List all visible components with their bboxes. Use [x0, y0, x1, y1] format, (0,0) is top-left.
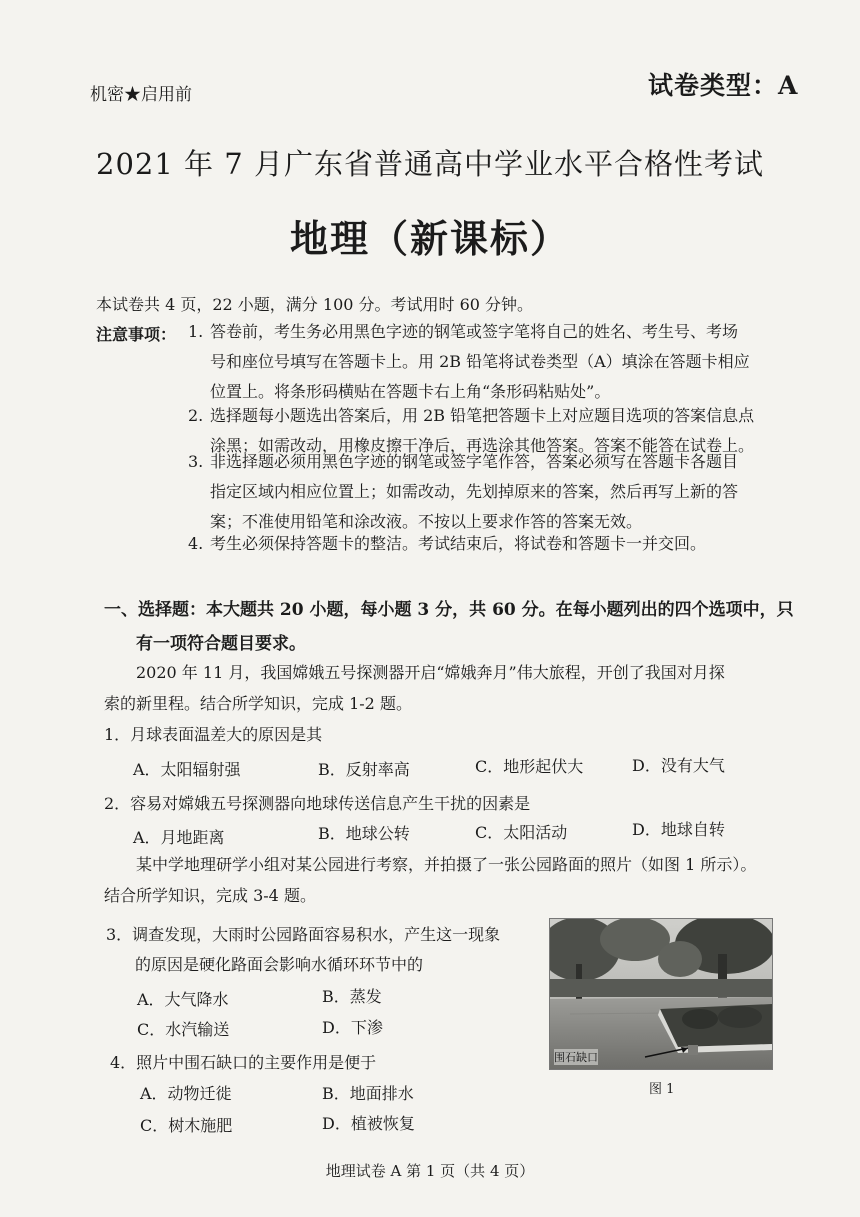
question-stem: 4．照片中围石缺口的主要作用是便于 [110, 1053, 377, 1072]
confidential-mark: 机密★启用前 [90, 85, 192, 105]
notice-item [188, 447, 830, 537]
option-b: B．反射率高 [318, 760, 410, 779]
notice-line: 非选择题必须用黑色字迹的钢笔或签字笔作答，答案必须写在答题卡各题目 [210, 452, 739, 471]
passage-line: 某中学地理研学小组对某公园进行考察，并拍摄了一张公园路面的照片（如图 1 所示）。 [136, 855, 757, 874]
notice-number: 3. [188, 452, 204, 471]
passage [104, 849, 804, 911]
option-d: D．没有大气 [632, 756, 725, 775]
notice-item [188, 317, 830, 407]
notice-line: 选择题每小题选出答案后，用 2B 铅笔把答题卡上对应题目选项的答案信息点 [210, 406, 755, 425]
intro-text: 本试卷共 4 页，22 小题，满分 100 分。考试用时 60 分钟。 [96, 295, 534, 314]
passage-line: 2020 年 11 月，我国嫦娥五号探测器开启“嫦娥奔月”伟大旅程，开创了我国对月探 [136, 663, 725, 682]
option-b: B．地球公转 [318, 824, 410, 843]
question-stem: 3．调查发现，大雨时公园路面容易积水，产生这一现象 [106, 925, 501, 944]
park-path-photo [549, 918, 773, 1070]
option-d: D．地球自转 [632, 820, 725, 839]
option-b: B．地面排水 [322, 1084, 414, 1103]
paper-type-label: 试卷类型：A [648, 71, 799, 100]
passage-line: 结合所学知识，完成 3-4 题。 [104, 886, 316, 905]
section-heading-line: 一、选择题：本大题共 20 小题，每小题 3 分，共 60 分。在每小题列出的四个选项中，只 [104, 600, 794, 620]
question-stem: 2．容易对嫦娥五号探测器向地球传送信息产生干扰的因素是 [104, 794, 531, 813]
option-b: B．蒸发 [322, 987, 382, 1006]
notice-label: 注意事项： [96, 325, 177, 344]
subject-title: 地理（新课标） [289, 216, 570, 261]
option-c: C．太阳活动 [475, 823, 568, 842]
notice-line: 考生必须保持答题卡的整洁。考试结束后，将试卷和答题卡一并交回。 [210, 534, 707, 553]
section-heading [104, 593, 804, 661]
option-c: C．地形起伏大 [475, 757, 584, 776]
notice-number: 2. [188, 406, 204, 425]
option-c: C．水汽输送 [137, 1020, 230, 1039]
notice-line: 位置上。将条形码横贴在答题卡右上角“条形码粘贴处”。 [210, 382, 611, 401]
option-d: D．下渗 [322, 1018, 383, 1037]
notice-number: 1. [188, 322, 204, 341]
exam-title: 2021 年 7 月广东省普通高中学业水平合格性考试 [96, 147, 764, 181]
figure-caption: 图 1 [649, 1082, 675, 1097]
option-a: A．动物迁徙 [140, 1084, 232, 1103]
section-heading-line: 有一项符合题目要求。 [136, 634, 306, 654]
question-stem: 1．月球表面温差大的原因是其 [104, 725, 323, 744]
notice-line: 涂黑；如需改动，用橡皮擦干净后，再选涂其他答案。答案不能答在试卷上。 [210, 436, 755, 455]
passage [104, 657, 774, 719]
option-a: A．月地距离 [133, 828, 225, 847]
question-stem: 的原因是硬化路面会影响水循环环节中的 [135, 955, 424, 974]
option-d: D．植被恢复 [322, 1114, 415, 1133]
page-footer: 地理试卷 A 第 1 页（共 4 页） [325, 1162, 535, 1180]
notice-item [188, 529, 830, 559]
photo-illustration [550, 919, 772, 1069]
notice-line: 号和座位号填写在答题卡上。用 2B 铅笔将试卷类型（A）填涂在答题卡相应 [210, 352, 750, 371]
notice-line: 指定区域内相应位置上；如需改动，先划掉原来的答案，然后再写上新的答 [210, 482, 739, 501]
passage-line: 索的新里程。结合所学知识，完成 1-2 题。 [104, 694, 412, 713]
option-a: A．太阳辐射强 [133, 760, 241, 779]
option-a: A．大气降水 [137, 990, 229, 1009]
notice-number: 4. [188, 534, 204, 553]
option-c: C．树木施肥 [140, 1116, 233, 1135]
notice-line: 答卷前，考生务必用黑色字迹的钢笔或签字笔将自己的姓名、考生号、考场 [210, 322, 739, 341]
notice-line: 案；不准使用铅笔和涂改液。不按以上要求作答的答案无效。 [210, 512, 643, 531]
figure-inner-label: 围石缺口 [554, 1051, 598, 1064]
